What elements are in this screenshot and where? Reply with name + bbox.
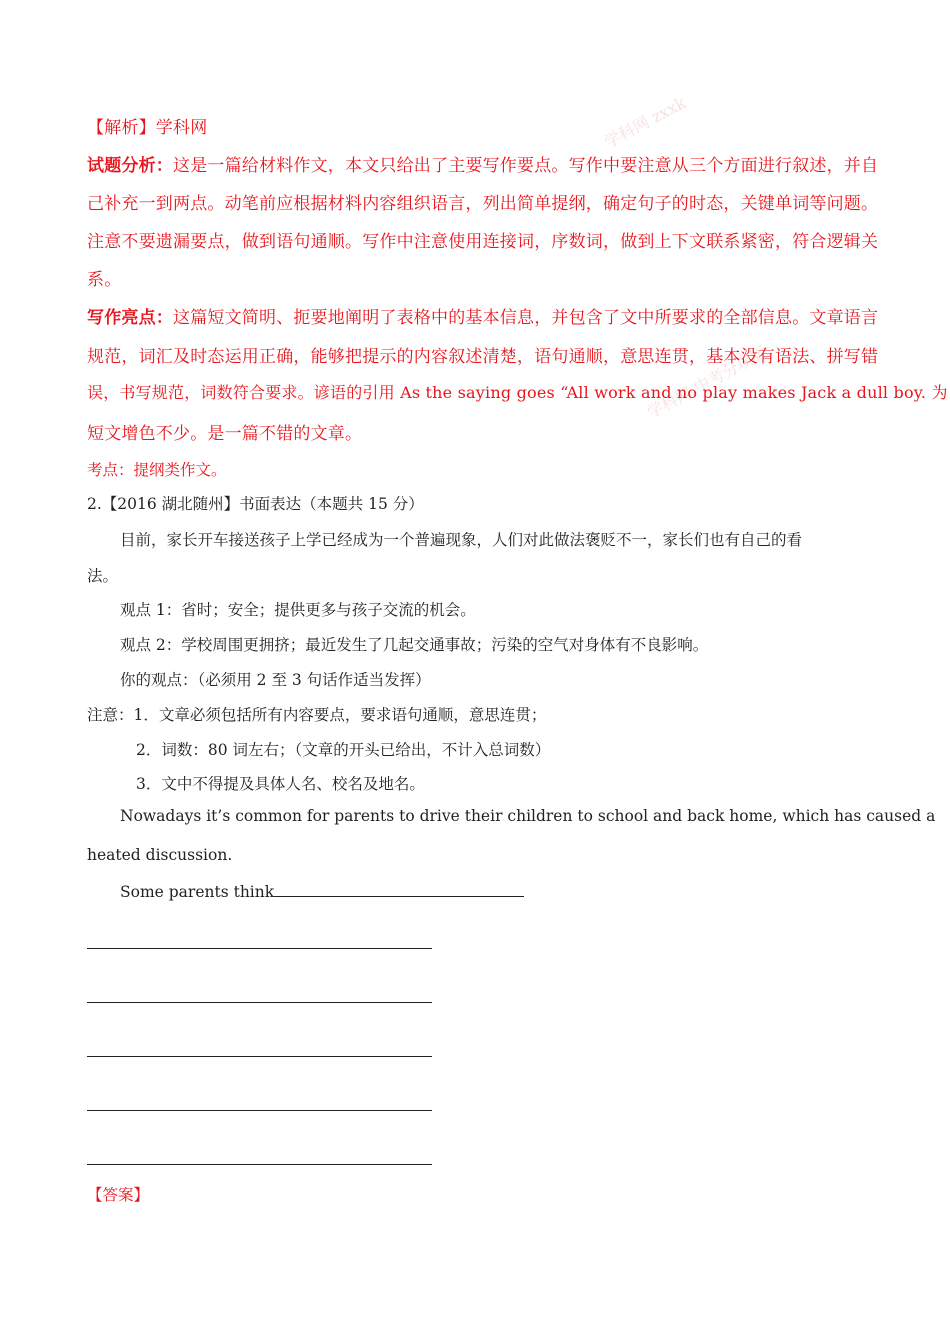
viewpoint-2: 观点 2：学校周围更拥挤；最近发生了几起交通事故；污染的空气对身体有不良影响。: [120, 636, 709, 654]
english-passage: heated discussion.: [87, 846, 233, 864]
english-passage: Nowadays it’s common for parents to drive their children to school and back home, which has caused a: [120, 807, 936, 825]
note-3: 3．文中不得提及具体人名、校名及地名。: [136, 775, 425, 793]
watermark: 学科网 中考分项版: [643, 342, 771, 423]
answer-line[interactable]: [87, 1164, 432, 1165]
analysis-paragraph-line: 系。: [87, 270, 122, 290]
answer-line[interactable]: [87, 1002, 432, 1003]
watermark: 学科网 zxxk: [601, 93, 689, 152]
note-1: 注意：1．文章必须包括所有内容要点，要求语句通顺，意思连贯；: [87, 706, 547, 724]
your-viewpoint: 你的观点：（必须用 2 至 3 句话作适当发挥）: [120, 671, 431, 689]
question-intro: 目前，家长开车接送孩子上学已经成为一个普遍现象，人们对此做法褒贬不一，家长们也有自己的看: [120, 531, 803, 549]
highlights-paragraph-line: 短文增色不少。是一篇不错的文章。: [87, 424, 363, 444]
highlights-paragraph-line: 误，书写规范，词数符合要求。谚语的引用 As the saying goes “All work and no play makes Jack a dull boy. 为: [87, 383, 948, 402]
kaodian: 考点：提纲类作文。: [87, 461, 227, 479]
highlights-paragraph-line: 规范，词汇及时态运用正确，能够把提示的内容叙述清楚，语句通顺，意思连贯，基本没有语法、拼写错: [87, 347, 879, 367]
writing-prompt: Some parents think: [120, 880, 900, 901]
analysis-label: 试题分析：: [87, 156, 173, 176]
answer-label: 【答案】: [87, 1186, 150, 1204]
question-intro: 法。: [87, 567, 119, 585]
analysis-paragraph-line: 注意不要遗漏要点，做到语句通顺。写作中注意使用连接词，序数词，做到上下文联系紧密，符合逻辑关: [87, 232, 879, 252]
answer-line[interactable]: [87, 948, 432, 949]
highlights-paragraph-line: 写作亮点：这篇短文简明、扼要地阐明了表格中的基本信息，并包含了文中所要求的全部信息。文章语言: [87, 308, 879, 328]
viewpoint-1: 观点 1：省时；安全；提供更多与孩子交流的机会。: [120, 601, 476, 619]
analysis-header: 【解析】学科网: [87, 118, 208, 138]
answer-blank[interactable]: [274, 880, 524, 897]
analysis-paragraph-line: 己补充一到两点。动笔前应根据材料内容组织语言，列出简单提纲，确定句子的时态，关键单词等问题。: [87, 194, 879, 214]
answer-line[interactable]: [87, 1110, 432, 1111]
analysis-paragraph-line: 试题分析：这是一篇给材料作文，本文只给出了主要写作要点。写作中要注意从三个方面进行叙述，并自: [87, 156, 879, 176]
question-title: 2.【2016 湖北随州】书面表达（本题共 15 分）: [87, 495, 424, 513]
highlights-label: 写作亮点：: [87, 308, 173, 328]
note-2: 2．词数：80 词左右；（文章的开头已给出，不计入总词数）: [136, 741, 551, 759]
answer-line[interactable]: [87, 1056, 432, 1057]
